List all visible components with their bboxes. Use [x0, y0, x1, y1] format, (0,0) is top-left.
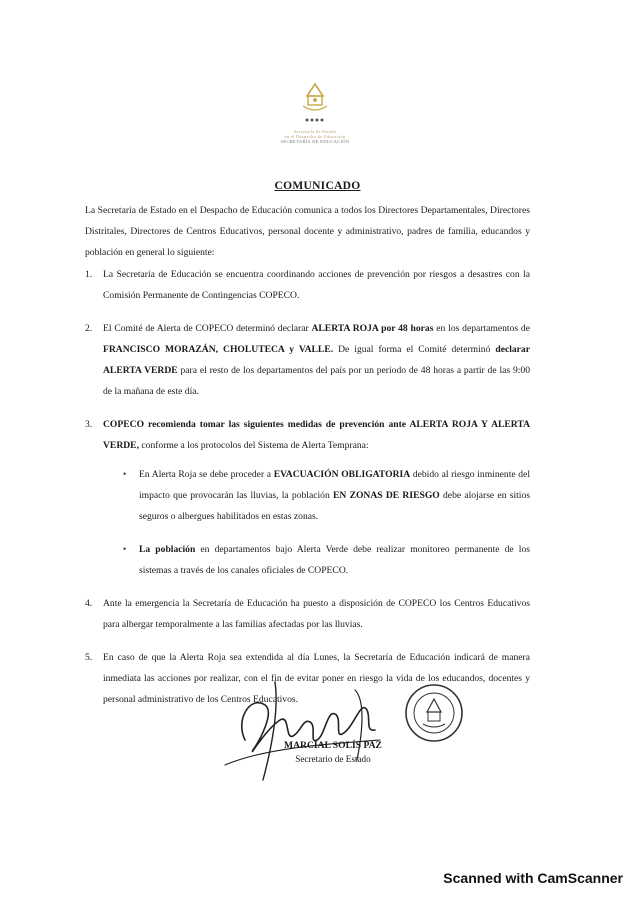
- bullet-dot-icon: •: [123, 469, 127, 479]
- camscanner-watermark: Scanned with CamScanner: [443, 870, 623, 886]
- text-segment: La población: [139, 544, 196, 555]
- intro-paragraph: La Secretaría de Estado en el Despacho de Educación comunica a todos los Directores Departamentales, Directores Distritales, Directores de Centros Educativos, personal docente y administrativo, padres de familia, educandos y población en general lo siguiente:: [85, 205, 530, 258]
- item-number: 4.: [85, 598, 93, 609]
- list-item: [85, 318, 530, 402]
- text-segment: en los departamentos de: [433, 323, 530, 334]
- signature-block: [205, 670, 465, 800]
- text-segment: ALERTA ROJA por 48 horas: [311, 323, 434, 334]
- emblem-line-3: SECRETARÍA DE EDUCACIÓN: [280, 139, 350, 144]
- item-number: 3.: [85, 419, 93, 430]
- numbered-list: [85, 264, 530, 722]
- document-title: COMUNICADO: [274, 180, 361, 192]
- bullet-item: [123, 464, 530, 527]
- text-segment: La Secretaría de Educación se encuentra coordinando acciones de prevención por riesgos a desastres con la Comisión Permanente de Contingencias COPECO.: [103, 269, 530, 301]
- text-segment: Ante la emergencia la Secretaría de Educación ha puesto a disposición de COPECO los Centros Educativos para albergar temporalmente a las familias afectadas por las lluvias.: [103, 598, 530, 630]
- emblem-line-1: Secretaría de Estado: [293, 129, 337, 134]
- bullet-dot-icon: •: [123, 544, 127, 554]
- text-segment: COPECO recomienda tomar las siguientes medidas de prevención ante ALERTA ROJA Y ALERTA VERDE,: [103, 419, 530, 451]
- text-segment: En caso de que la Alerta Roja sea extendida al día Lunes, la Secretaría de Educación indicará de manera inmediata las acciones por realizar, con el fin de evitar poner en riesgo la vida de los educandos, docentes y personal administrativo de los Centros Educativos.: [103, 652, 530, 705]
- text-segment: En Alerta Roja se debe proceder a: [139, 469, 274, 480]
- bullet-list: [103, 464, 530, 581]
- item-text: [103, 269, 530, 301]
- text-segment: El Comité de Alerta de COPECO determinó declarar: [103, 323, 312, 334]
- emblem-line-2: en el Despacho de Educación: [284, 134, 346, 139]
- official-seal-icon: [403, 682, 465, 744]
- letterhead-emblem: [255, 78, 375, 148]
- text-segment: declarar ALERTA VERDE: [103, 344, 530, 376]
- bullet-item: [123, 539, 530, 581]
- text-segment: De igual forma el Comité determinó: [333, 344, 496, 355]
- text-segment: en departamentos bajo Alerta Verde debe realizar monitoreo permanente de los sistemas a través de los canales oficiales de COPECO.: [139, 544, 530, 576]
- item-text: [103, 598, 530, 630]
- text-segment: debe alojarse en sitios seguros o albergues habilitados en estas zonas.: [139, 490, 530, 522]
- item-number: 5.: [85, 652, 93, 663]
- signatory-name: MARCIAL SOLÍS PAZ: [284, 740, 382, 751]
- list-item: [85, 414, 530, 581]
- handwritten-signature: [205, 670, 405, 790]
- item-number: 2.: [85, 323, 93, 334]
- signatory-title: Secretario de Estado: [295, 754, 371, 764]
- text-segment: conforme a los protocolos del Sistema de Alerta Temprana:: [138, 440, 369, 451]
- list-item: [85, 593, 530, 635]
- coat-of-arms-icon: [255, 78, 375, 124]
- item-text: [103, 419, 530, 451]
- text-segment: FRANCISCO MORAZÁN, CHOLUTECA y VALLE.: [103, 344, 334, 355]
- text-segment: debido al riesgo inminente del impacto que provocarán las lluvias, la población: [139, 469, 530, 501]
- text-segment: para el resto de los departamentos del país por un período de 48 horas a partir de las 9:00 de la mañana de este día.: [103, 365, 530, 397]
- item-text: [103, 323, 530, 397]
- item-number: 1.: [85, 269, 93, 280]
- list-item: [85, 264, 530, 306]
- text-segment: EVACUACIÓN OBLIGATORIA: [273, 469, 411, 480]
- text-segment: EN ZONAS DE RIESGO: [333, 490, 440, 501]
